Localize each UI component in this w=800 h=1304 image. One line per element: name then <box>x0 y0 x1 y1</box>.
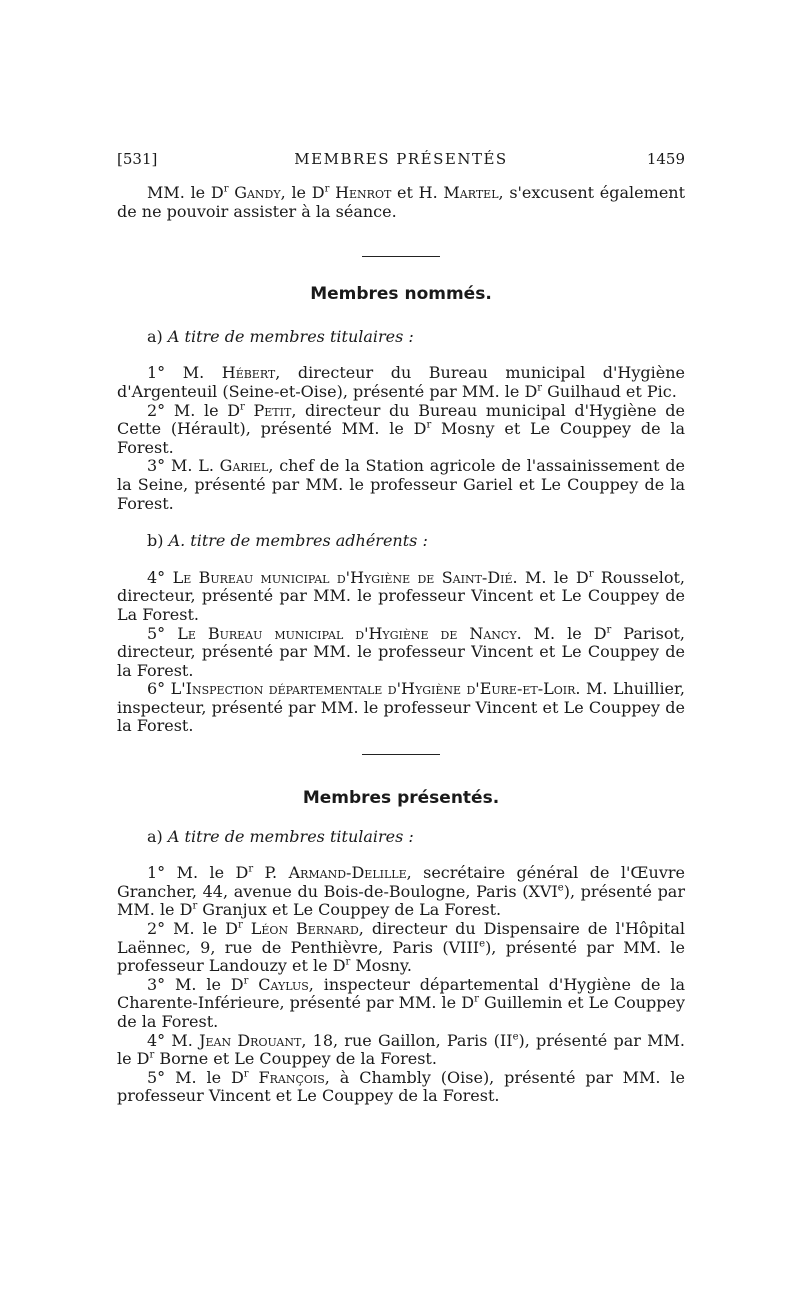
list-item: 1° M. le $D^r$ P. Armand-Delille, secrétaire général de l'Œuvre Grancher, 44, avenue du Bois-de-Boulogne, Paris (XVIe), présenté par MM. le $D^r$ Granjux et Le Couppey de La Forest. <box>117 863 686 920</box>
list-item: 3° M. le $D^r$ Caylus, inspecteur départemental d'Hygiène de la Charente-Inférieure, présenté par MM. le $D^r$ Guillemin et Le Couppey de la Forest. <box>117 974 686 1031</box>
list-item: 4° M. Jean Drouant, 18, rue Gaillon, Paris (IIe), présenté par MM. le $D^r$ Borne et Le Couppey de la Forest. <box>117 1030 686 1069</box>
list-item: 4° Le Bureau municipal d'Hygiène de Saint-Dié. M. le $D^r$ Rousselot, directeur, présenté par MM. le professeur Vincent et Le Couppey de La Forest. <box>117 567 685 624</box>
page-number: 1459 <box>646 150 685 168</box>
list-item: 5° Le Bureau municipal d'Hygiène de Nancy. M. le $D^r$ Parisot, directeur, présenté par MM. le professeur Vincent et Le Couppey de la Forest. <box>117 623 686 680</box>
list-titulaires-presentes <box>117 864 685 1106</box>
subsection-titulaires-presentes: a) A titre de membres titulaires : <box>147 826 414 846</box>
intro-paragraph: MM. le $D^r$ Gandy, le $D^r$ Henrot et H. Martel, s'excusent également de ne pouvoir assister à la séance. <box>117 183 686 221</box>
running-header <box>117 150 685 170</box>
list-item: 5° M. le $D^r$ François, à Chambly (Oise), présenté par MM. le professeur Vincent et Le Couppey de la Forest. <box>117 1067 686 1106</box>
subsection-titulaires: a) A titre de membres titulaires : <box>147 326 414 346</box>
list-item: 3° M. L. Gariel, chef de la Station agricole de l'assainissement de la Seine, présenté par MM. le professeur Gariel et Le Couppey de la Forest. <box>117 456 685 513</box>
section-divider <box>362 754 440 755</box>
list-item: 1° M. Hébert, directeur du Bureau municipal d'Hygiène d'Argenteuil (Seine-et-Oise), présenté par MM. le $D^r$ Guilhaud et Pic. <box>117 363 686 401</box>
page-reference: [531] <box>117 150 158 168</box>
running-title: MEMBRES PRÉSENTÉS <box>294 150 508 168</box>
list-item: 2° M. le $D^r$ Léon Bernard, directeur du Dispensaire de l'Hôpital Laënnec, 9, rue de Penthièvre, Paris (VIIIe), présenté par MM. le professeur Landouzy et le $D^r$ Mosny. <box>117 919 686 976</box>
subsection-adherents: b) A. titre de membres adhérents : <box>147 531 428 551</box>
list-item: 2° M. le $D^r$ Petit, directeur du Bureau municipal d'Hygiène de Cette (Hérault), présenté MM. le $D^r$ Mosny et Le Couppey de la Forest. <box>117 400 686 457</box>
section-heading-presentes: Membres présentés. <box>302 788 500 809</box>
section-heading-nommes: Membres nommés. <box>310 284 492 305</box>
list-adherents <box>117 569 685 736</box>
list-item: 6° L'Inspection départementale d'Hygiène d'Eure-et-Loir. M. Lhuillier, inspecteur, présenté par MM. le professeur Vincent et Le Couppey de la Forest. <box>117 679 685 736</box>
list-titulaires-nommes <box>117 364 685 513</box>
section-divider <box>362 256 440 257</box>
page-body <box>117 184 685 1106</box>
